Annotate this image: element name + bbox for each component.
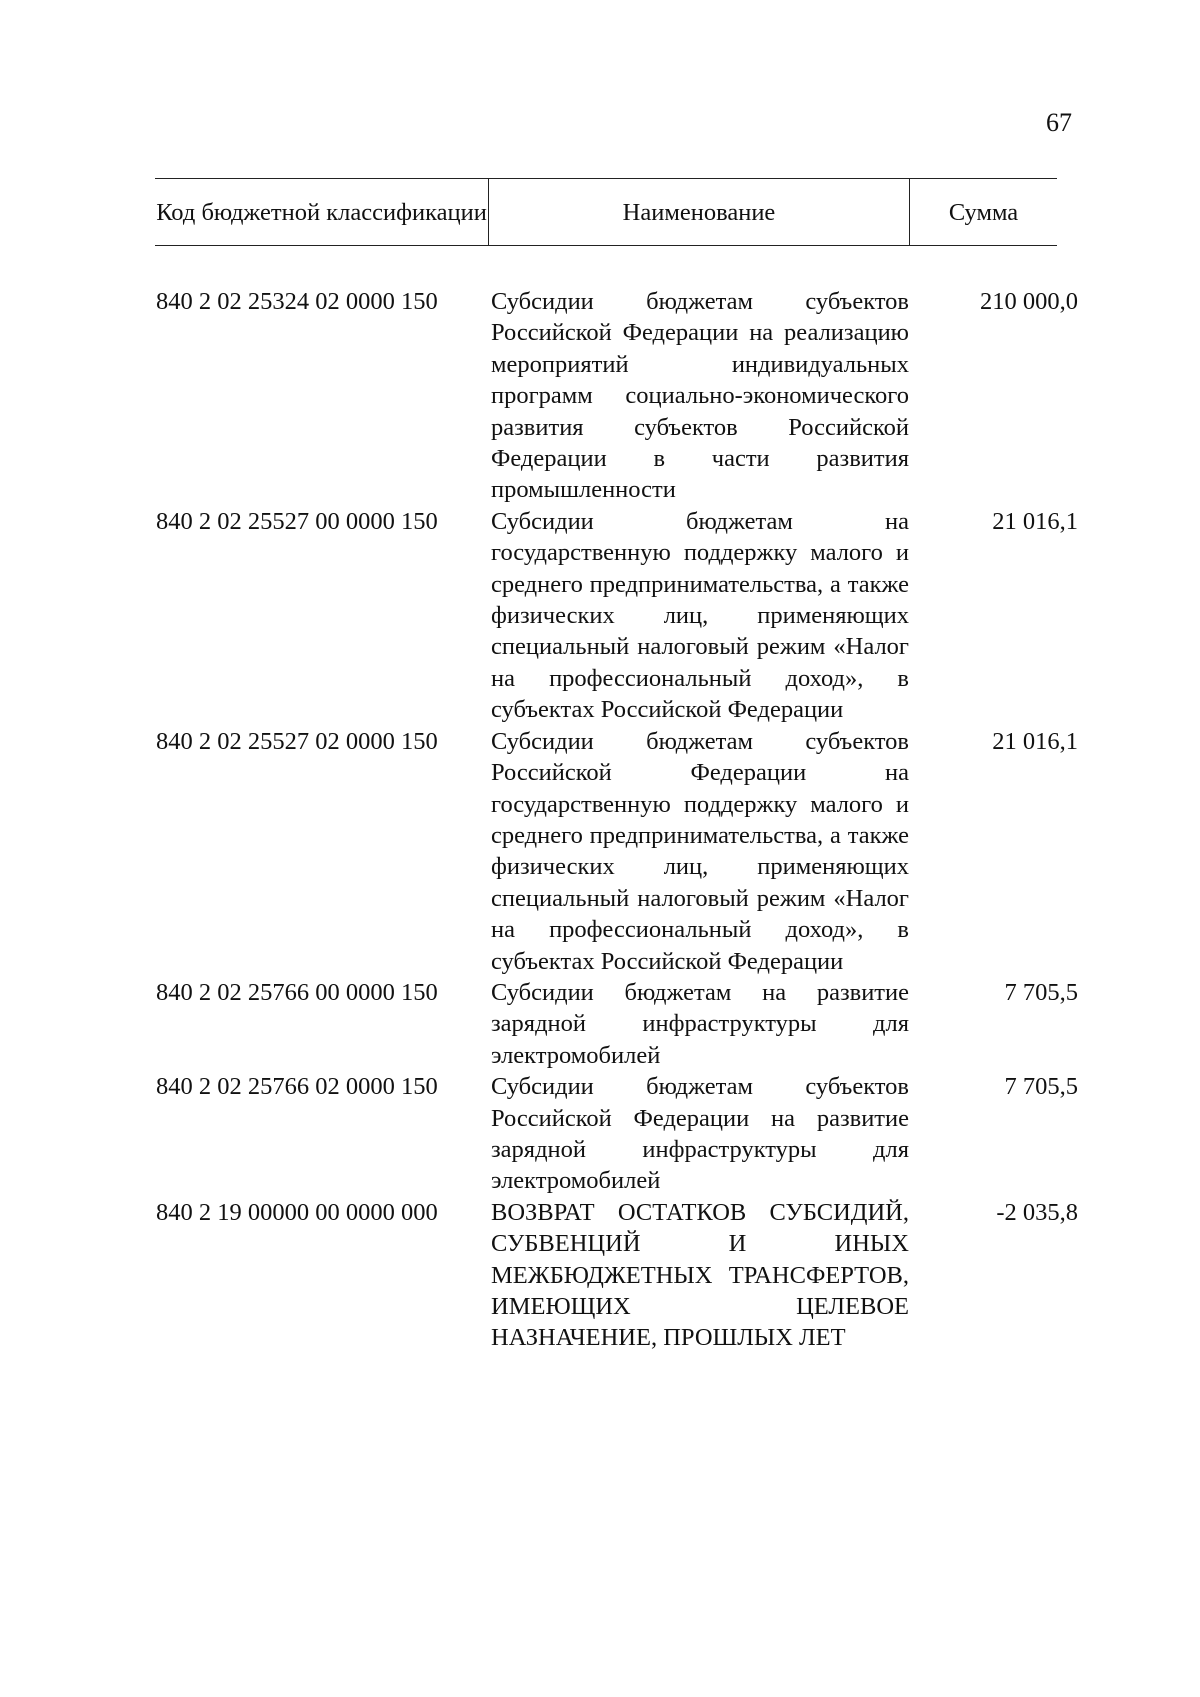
table-row: [156, 1197, 1078, 1354]
item-name: Субсидии бюджетам субъектов Российской Федерации на развитие зарядной инфраструктуры для электромобилей: [491, 1073, 909, 1195]
item-sum: 7 705,5: [1004, 1073, 1078, 1101]
item-sum: 210 000,0: [980, 288, 1078, 315]
table-row: [156, 977, 1078, 1071]
item-name: Субсидии бюджетам на государственную поддержку малого и среднего предпринимательства, а также физических лиц, применяющих специальный налоговый режим «Налог на профессиональный доход», в субъектах Российской Федерации: [491, 507, 909, 724]
table-row: [156, 726, 1078, 977]
header-code: Код бюджетной классификации: [156, 198, 487, 226]
item-sum: 21 016,1: [992, 507, 1078, 535]
page-number: 67: [1046, 108, 1072, 137]
budget-code: 840 2 02 25766 00 0000 150: [156, 978, 438, 1006]
item-sum: 7 705,5: [1004, 978, 1078, 1006]
table-header: [155, 178, 1057, 246]
table-row: [156, 1071, 1078, 1197]
header-sum: Сумма: [948, 198, 1019, 226]
table-row: [156, 506, 1078, 726]
item-name: Субсидии бюджетам на развитие зарядной инфраструктуры для электромобилей: [491, 978, 909, 1069]
header-name: Наименование: [488, 179, 910, 245]
item-name: Субсидии бюджетам субъектов Российской Федерации на государственную поддержку малого и среднего предпринимательства, а также физических лиц, применяющих специальный налоговый режим «Налог на профессиональный доход», в субъектах Российской Федерации: [491, 727, 909, 975]
budget-code: 840 2 02 25324 02 0000 150: [156, 288, 438, 315]
item-name: Субсидии бюджетам субъектов Российской Федерации на реализацию мероприятий индивидуальных программ социально-экономического развития субъектов Российской Федерации в части развития промышленности: [491, 288, 909, 504]
table-body: [156, 286, 1078, 1354]
item-name: ВОЗВРАТ ОСТАТКОВ СУБСИДИЙ, СУБВЕНЦИЙ И ИНЫХ МЕЖБЮДЖЕТНЫХ ТРАНСФЕРТОВ, ИМЕЮЩИХ ЦЕЛЕВОЕ НАЗНАЧЕНИЕ, ПРОШЛЫХ ЛЕТ: [491, 1198, 909, 1352]
budget-code: 840 2 02 25527 02 0000 150: [156, 727, 438, 755]
budget-code: 840 2 19 00000 00 0000 000: [156, 1198, 438, 1226]
table-row: [156, 286, 1078, 506]
budget-code: 840 2 02 25766 02 0000 150: [156, 1073, 438, 1101]
budget-code: 840 2 02 25527 00 0000 150: [156, 507, 438, 535]
item-sum: -2 035,8: [996, 1198, 1078, 1226]
item-sum: 21 016,1: [992, 727, 1078, 755]
